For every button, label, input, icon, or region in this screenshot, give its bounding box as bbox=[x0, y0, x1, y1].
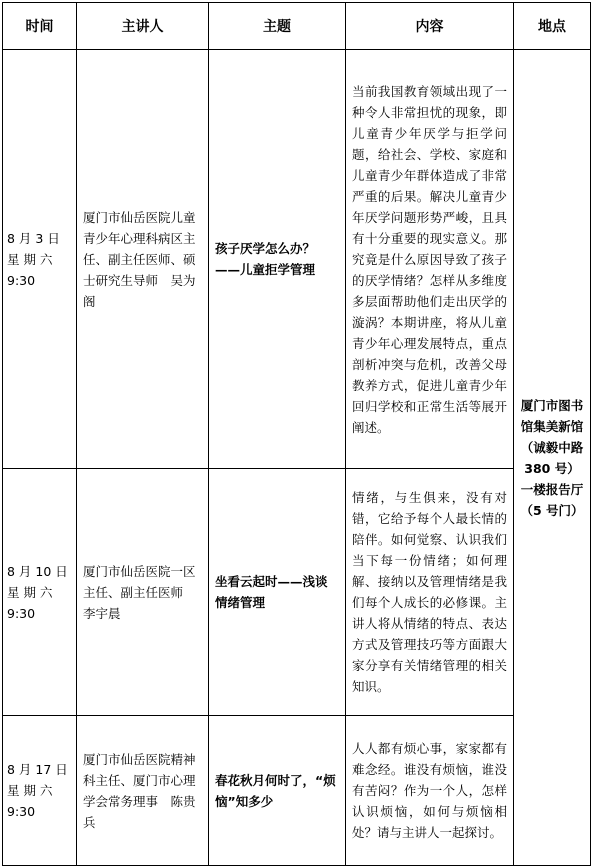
table-row bbox=[3, 469, 591, 716]
topic-cell: 春花秋月何时了，“烦恼”知多少 bbox=[209, 716, 346, 866]
table-row bbox=[3, 50, 591, 469]
speaker-cell: 厦门市仙岳医院精神科主任、厦门市心理学会常务理事 陈贵兵 bbox=[77, 716, 209, 866]
lecture-schedule-table bbox=[2, 2, 591, 866]
time-cell bbox=[3, 716, 77, 866]
content-cell: 人人都有烦心事，家家都有难念经。谁没有烦恼，谁没有苦闷？作为一个人，怎样认识烦恼，如何与烦恼相处？请与主讲人一起探讨。 bbox=[346, 716, 514, 866]
header-topic: 主题 bbox=[209, 3, 346, 50]
table-row bbox=[3, 716, 591, 866]
date-text: 8 月 3 日 bbox=[7, 230, 60, 246]
time-cell bbox=[3, 469, 77, 716]
topic-cell: 孩子厌学怎么办？——儿童拒学管理 bbox=[209, 50, 346, 469]
clock-text: 9:30 bbox=[7, 605, 36, 621]
header-content: 内容 bbox=[346, 3, 514, 50]
clock-text: 9:30 bbox=[7, 804, 36, 819]
content-cell: 当前我国教育领域出现了一种令人非常担忧的现象，即儿童青少年厌学与拒学问题，给社会、学校、家庭和儿童青少年群体造成了非常严重的后果。解决儿童青少年厌学问题形势严峻，且具有十分重要的现实意义。那究竟是什么原因导致了孩子的厌学情绪？怎样从多维度多层面帮助他们走出厌学的漩涡？本期讲座，将从儿童青少年心理发展特点，重点剖析冲突与危机，改善父母教养方式，促进儿童青少年回归学校和正常生活等展开阐述。 bbox=[346, 50, 514, 469]
clock-text: 9:30 bbox=[7, 272, 36, 288]
content-cell: 情绪，与生俱来，没有对错，它给予每个人最长情的陪伴。如何觉察、认识我们当下每一份情绪；如何理解、接纳以及管理情绪是我们每个人成长的必修课。主讲人将从情绪的特点、表达方式及管理技巧等方面跟大家分享有关情绪管理的相关知识。 bbox=[346, 469, 514, 716]
weekday-text: 星 期 六 bbox=[7, 251, 53, 267]
topic-cell: 坐看云起时——浅谈情绪管理 bbox=[209, 469, 346, 716]
date-text: 8 月 17 日 bbox=[7, 762, 68, 777]
header-row bbox=[3, 3, 591, 50]
speaker-cell: 厦门市仙岳医院儿童青少年心理科病区主任、副主任医师、硕士研究生导师 吴为阁 bbox=[77, 50, 209, 469]
weekday-text: 星 期 六 bbox=[7, 584, 53, 600]
location-text: 厦门市图书馆集美新馆（诚毅中路 380 号）一楼报告厅（5 号门） bbox=[520, 397, 584, 518]
time-cell bbox=[3, 50, 77, 469]
location-cell bbox=[514, 50, 591, 866]
weekday-text: 星 期 六 bbox=[7, 783, 53, 798]
date-text: 8 月 10 日 bbox=[7, 563, 68, 579]
header-location: 地点 bbox=[514, 3, 591, 50]
header-speaker: 主讲人 bbox=[77, 3, 209, 50]
header-time: 时间 bbox=[3, 3, 77, 50]
speaker-cell: 厦门市仙岳医院一区主任、副主任医师 李宇晨 bbox=[77, 469, 209, 716]
